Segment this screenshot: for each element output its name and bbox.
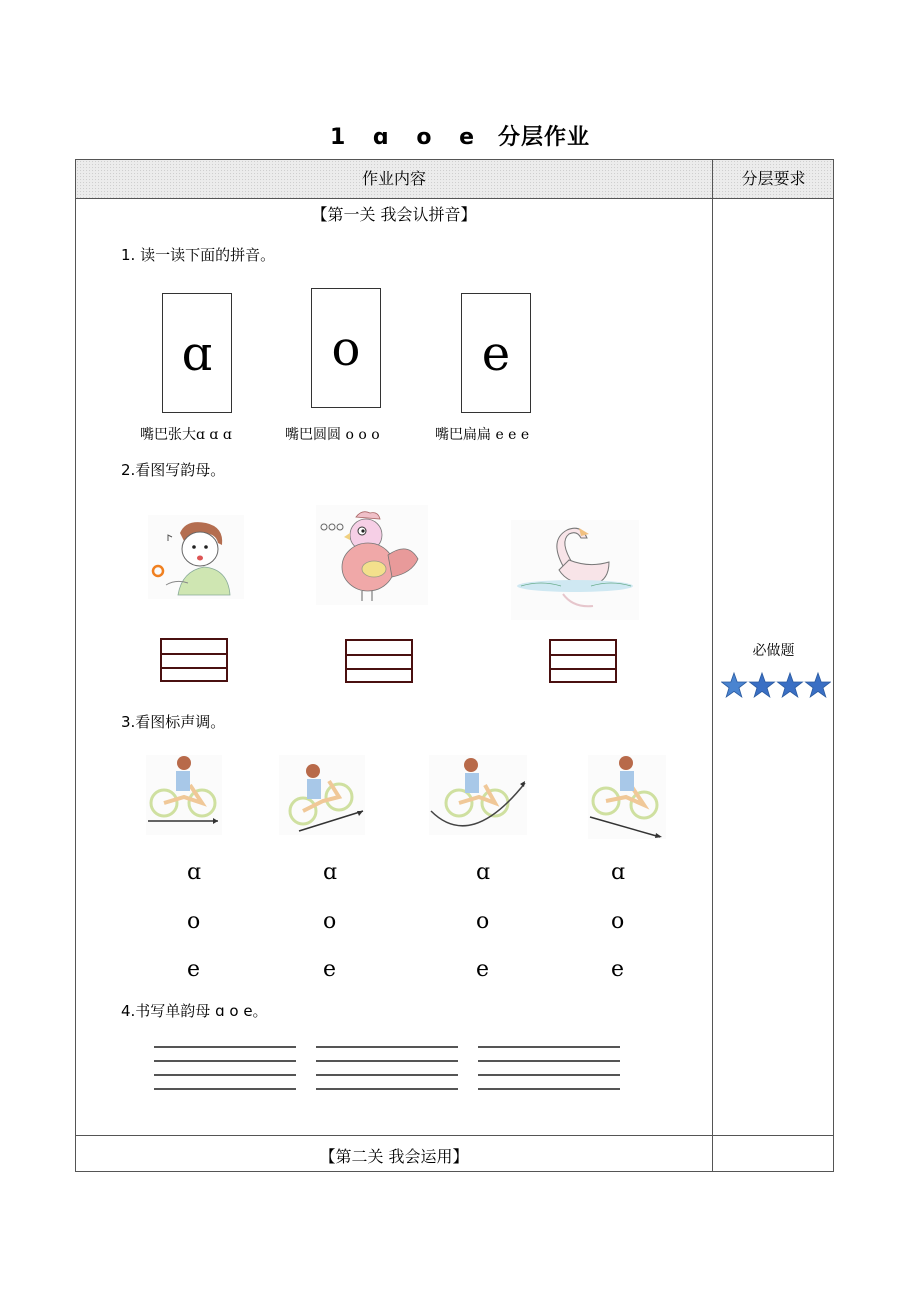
tone-letter-a-3: ɑ	[476, 860, 491, 885]
column-divider	[712, 160, 713, 1171]
tone-letter-e-1: e	[187, 957, 201, 982]
tone-letter-o-4: o	[611, 909, 625, 934]
requirement-label: 必做题	[752, 643, 795, 659]
tone-letter-o-3: o	[476, 909, 490, 934]
q2-title: 2.看图写韵母。	[121, 461, 226, 479]
tone-letter-o-2: o	[323, 909, 337, 934]
header-requirement: 分层要求	[741, 169, 806, 188]
star-icon	[722, 673, 747, 697]
tone-letter-o-1: o	[187, 909, 201, 934]
singing-boy-image	[148, 515, 244, 599]
tone-letter-a-4: ɑ	[611, 860, 626, 885]
tone-letter-e-2: e	[323, 957, 337, 982]
row-divider	[76, 1135, 833, 1136]
bike-downhill-image	[588, 755, 666, 839]
star-rating	[721, 671, 831, 701]
section2-title: 【第二关 我会运用】	[319, 1147, 469, 1166]
swan-image	[511, 520, 639, 620]
tone-letter-e-3: e	[476, 957, 490, 982]
caption-e: 嘴巴扁扁 e e e	[435, 427, 530, 443]
star-icon	[750, 673, 775, 697]
card-o: o	[311, 288, 381, 408]
rooster-image	[316, 505, 428, 605]
tone-letter-a-2: ɑ	[323, 860, 338, 885]
q3-title: 3.看图标声调。	[121, 713, 226, 731]
caption-a: 嘴巴张大ɑ ɑ ɑ	[140, 427, 232, 443]
page-title	[0, 120, 920, 151]
section1-title: 【第一关 我会认拼音】	[311, 205, 477, 224]
card-a: ɑ	[162, 293, 232, 413]
card-e: e	[461, 293, 531, 413]
writing-grid-3[interactable]	[549, 639, 617, 683]
header-content: 作业内容	[361, 169, 426, 188]
homework-table	[75, 159, 834, 1172]
bike-uphill-image	[279, 755, 365, 835]
q4-title: 4.书写单韵母 ɑ o e。	[121, 1002, 268, 1020]
writing-grid-1[interactable]	[160, 638, 228, 682]
title-pinyin: 1 ɑ o e	[329, 125, 485, 150]
star-icon	[806, 673, 831, 697]
star-icon	[778, 673, 803, 697]
tone-letter-a-1: ɑ	[187, 860, 202, 885]
tone-letter-e-4: e	[611, 957, 625, 982]
caption-o: 嘴巴圆圆 o o o	[285, 427, 380, 443]
bike-curve-image	[429, 755, 527, 835]
bike-flat-image	[146, 755, 222, 835]
writing-grid-2[interactable]	[345, 639, 413, 683]
title-text: 分层作业	[498, 125, 591, 150]
q1-title: 1. 读一读下面的拼音。	[121, 246, 276, 264]
